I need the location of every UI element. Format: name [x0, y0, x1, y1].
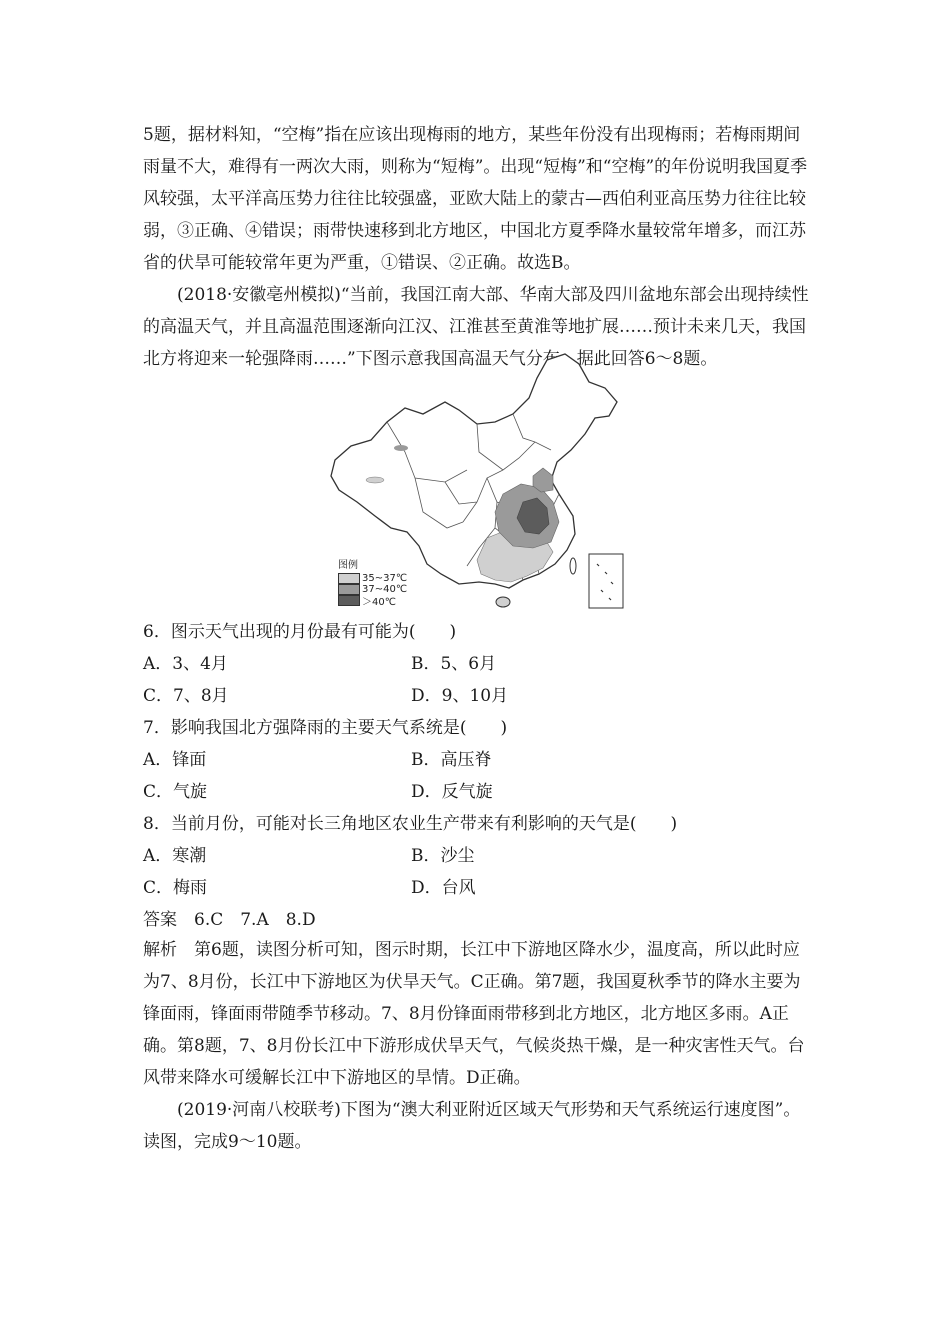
paragraph-intro-6-8: (2018·安徽亳州模拟)“当前，我国江南大部、华南大部及四川盆地东部会出现持续性的高温天气，并且高温范围逐渐向江汉、江淮甚至黄淮等地扩展……预计未来几天，我国北方将迎来一轮强降雨……”下图示意我国高温天气分布。据此回答6～8题。	[143, 285, 809, 369]
legend-swatch	[338, 595, 360, 606]
question-6-option-c: C．7、8月	[143, 686, 229, 706]
paragraph-q5-explanation: 5题，据材料知，“空梅”指在应该出现梅雨的地方，某些年份没有出现梅雨；若梅雨期间雨量不大，难得有一两次大雨，则称为“短梅”。出现“短梅”和“空梅”的年份说明我国夏季风较强，太平洋高压势力往往比较强盛，亚欧大陆上的蒙古—西伯利亚高压势力往往比较弱，③正确、④错误；雨带快速移到北方地区，中国北方夏季降水量较常年增多，而江苏省的伏旱可能较常年更为严重，①错误、②正确。故选B。	[143, 125, 808, 273]
legend-label: ＞40℃	[362, 597, 396, 608]
question-8-option-b: B．沙尘	[411, 846, 475, 866]
legend-row	[338, 573, 407, 584]
question-7-option-d: D．反气旋	[411, 782, 493, 802]
question-7-option-b: B．高压脊	[411, 750, 492, 770]
question-6-option-d: D．9、10月	[411, 686, 509, 706]
question-7-stem: 7．影响我国北方强降雨的主要天气系统是( )	[143, 718, 508, 738]
question-8-option-a: A．寒潮	[143, 846, 207, 866]
paragraph-intro-9-10: (2019·河南八校联考)下图为“澳大利亚附近区域天气形势和天气系统运行速度图”。读图，完成9～10题。	[143, 1100, 801, 1152]
question-6-option-a: A．3、4月	[143, 654, 228, 674]
analysis-paragraph: 解析 第6题，读图分析可知，图示时期，长江中下游地区降水少，温度高，所以此时应为7、8月份，长江中下游地区为伏旱天气。C正确。第7题，我国夏秋季节的降水主要为锋面雨，锋面雨带随季节移动。7、8月份锋面雨带移到北方地区，北方地区多雨。A正确。第8题，7、8月份长江中下游形成伏旱天气，气候炎热干燥，是一种灾害性天气。台风带来降水可缓解长江中下游地区的旱情。D正确。	[143, 940, 805, 1088]
hainan-island	[496, 597, 510, 607]
legend-row	[338, 595, 407, 606]
legend-label: 35~37℃	[362, 573, 408, 584]
question-8-stem: 8．当前月份，可能对长三角地区农业生产带来有利影响的天气是( )	[143, 814, 678, 834]
south-china-sea-inset	[589, 554, 623, 608]
question-6-stem: 6．图示天气出现的月份最有可能为( )	[143, 622, 457, 642]
legend-label: 37~40℃	[362, 584, 408, 595]
legend-swatch	[338, 573, 360, 584]
heat-spot-xinjiang	[394, 445, 408, 451]
map-legend	[338, 556, 407, 606]
question-8-option-d: D．台风	[411, 878, 476, 898]
question-6-option-b: B．5、6月	[411, 654, 497, 674]
question-7-option-c: C．气旋	[143, 782, 208, 802]
question-8-option-c: C．梅雨	[143, 878, 208, 898]
legend-swatch	[338, 584, 360, 595]
taiwan-island	[570, 558, 576, 574]
answer-line: 答案 6.C 7.A 8.D	[143, 910, 316, 930]
china-outline	[331, 354, 617, 588]
question-7-option-a: A．锋面	[143, 750, 207, 770]
legend-title: 图例	[338, 560, 358, 571]
heat-spot-gansu	[366, 477, 384, 483]
